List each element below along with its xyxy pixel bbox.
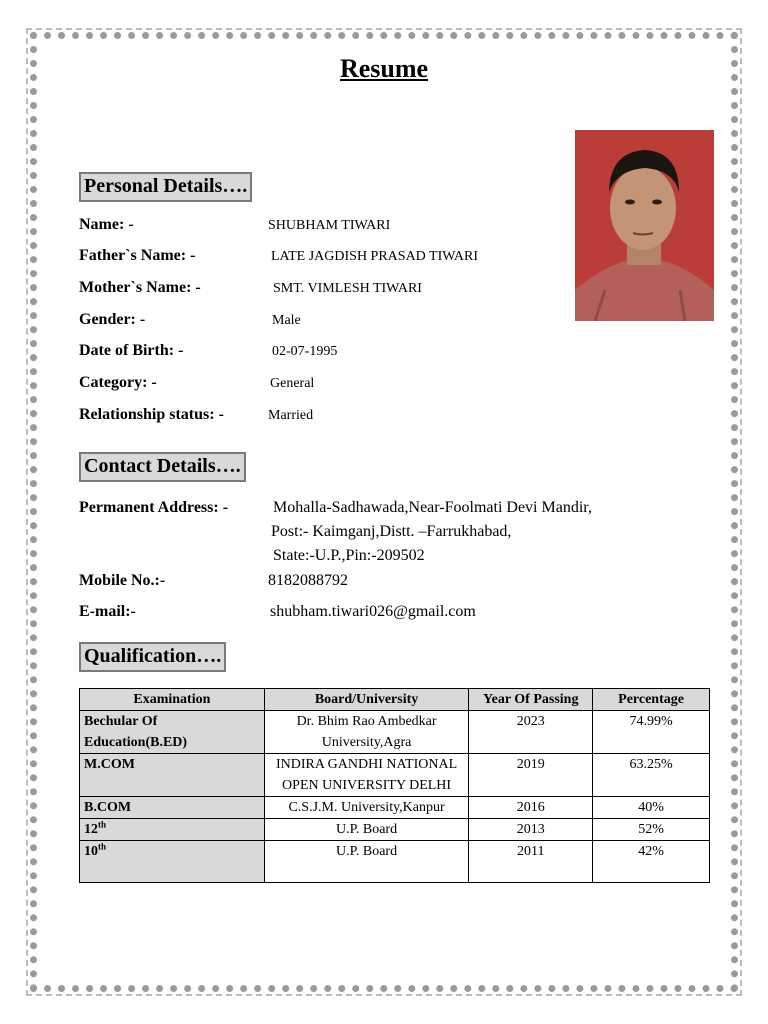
father-name-label: Father`s Name: -: [79, 247, 196, 264]
year-cell: 2019: [469, 754, 593, 797]
table-row: [80, 819, 710, 841]
name-label: Name: -: [79, 216, 134, 233]
name-row: [79, 216, 134, 234]
dob-label: Date of Birth: -: [79, 342, 184, 359]
table-header-row: [80, 689, 710, 711]
table-row: [80, 754, 710, 797]
percentage-cell: 52%: [593, 819, 710, 841]
name-value: SHUBHAM TIWARI: [268, 218, 391, 233]
dob-value: 02-07-1995: [272, 344, 338, 359]
percentage-cell: 74.99%: [593, 711, 710, 754]
address-row: [79, 499, 228, 517]
percentage-cell: 42%: [593, 841, 710, 883]
contact-details-heading: Contact Details….: [79, 452, 246, 482]
table-row: [80, 797, 710, 819]
year-cell: 2023: [469, 711, 593, 754]
board-cell: U.P. Board: [264, 841, 469, 883]
table-row: [80, 841, 710, 883]
exam-cell-number: 10: [84, 844, 98, 859]
exam-cell: [80, 819, 265, 841]
email-label: E-mail:-: [79, 603, 136, 620]
page-title: Resume: [339, 54, 429, 83]
gender-value: Male: [272, 313, 301, 328]
exam-cell: [80, 841, 265, 883]
mobile-label: Mobile No.:-: [79, 572, 166, 589]
gender-label: Gender: -: [79, 311, 146, 328]
person-photo-icon: [575, 130, 714, 321]
mobile-value: 8182088792: [268, 572, 348, 589]
exam-cell-suffix: th: [98, 841, 107, 852]
category-row: [79, 374, 157, 392]
year-cell: 2011: [469, 841, 593, 883]
relationship-value: Married: [268, 408, 314, 423]
percentage-cell: 40%: [593, 797, 710, 819]
exam-cell: B.COM: [80, 797, 265, 819]
email-row: [79, 603, 136, 621]
personal-details-heading: Personal Details….: [79, 172, 252, 202]
dob-row: [79, 342, 183, 360]
board-cell: C.S.J.M. University,Kanpur: [264, 797, 469, 819]
exam-cell-number: 12: [84, 822, 98, 837]
board-cell: INDIRA GANDHI NATIONAL OPEN UNIVERSITY DELHI: [264, 754, 469, 797]
category-label: Category: -: [79, 374, 157, 391]
header-board: Board/University: [264, 689, 469, 711]
mother-name-value: SMT. VIMLESH TIWARI: [273, 281, 422, 296]
father-name-value: LATE JAGDISH PRASAD TIWARI: [271, 249, 479, 264]
table-row: [80, 711, 710, 754]
relationship-label: Relationship status: -: [79, 406, 224, 423]
address-line-3: State:-U.P.,Pin:-209502: [273, 547, 425, 564]
email-value: shubham.tiwari026@gmail.com: [270, 603, 476, 620]
qualification-heading: Qualification….: [79, 642, 226, 672]
header-examination: Examination: [80, 689, 265, 711]
father-name-row: [79, 247, 195, 265]
header-year: Year Of Passing: [469, 689, 593, 711]
address-line-2: Post:- Kaimganj,Distt. –Farrukhabad,: [271, 523, 512, 540]
exam-cell: M.COM: [80, 754, 265, 797]
relationship-row: [79, 406, 224, 424]
mother-name-row: [79, 279, 201, 297]
profile-photo: [575, 130, 714, 321]
address-label: Permanent Address: -: [79, 499, 229, 516]
qualification-table: [79, 688, 710, 883]
exam-cell: Bechular Of Education(B.ED): [80, 711, 265, 754]
board-cell: U.P. Board: [264, 819, 469, 841]
year-cell: 2016: [469, 797, 593, 819]
category-value: General: [270, 376, 315, 391]
gender-row: [79, 311, 145, 329]
address-line-1: Mohalla-Sadhawada,Near-Foolmati Devi Mandir,: [273, 499, 592, 516]
board-cell: Dr. Bhim Rao Ambedkar University,Agra: [264, 711, 469, 754]
header-percentage: Percentage: [593, 689, 710, 711]
mother-name-label: Mother`s Name: -: [79, 279, 201, 296]
mobile-row: [79, 572, 165, 590]
percentage-cell: 63.25%: [593, 754, 710, 797]
exam-cell-suffix: th: [98, 819, 107, 830]
year-cell: 2013: [469, 819, 593, 841]
